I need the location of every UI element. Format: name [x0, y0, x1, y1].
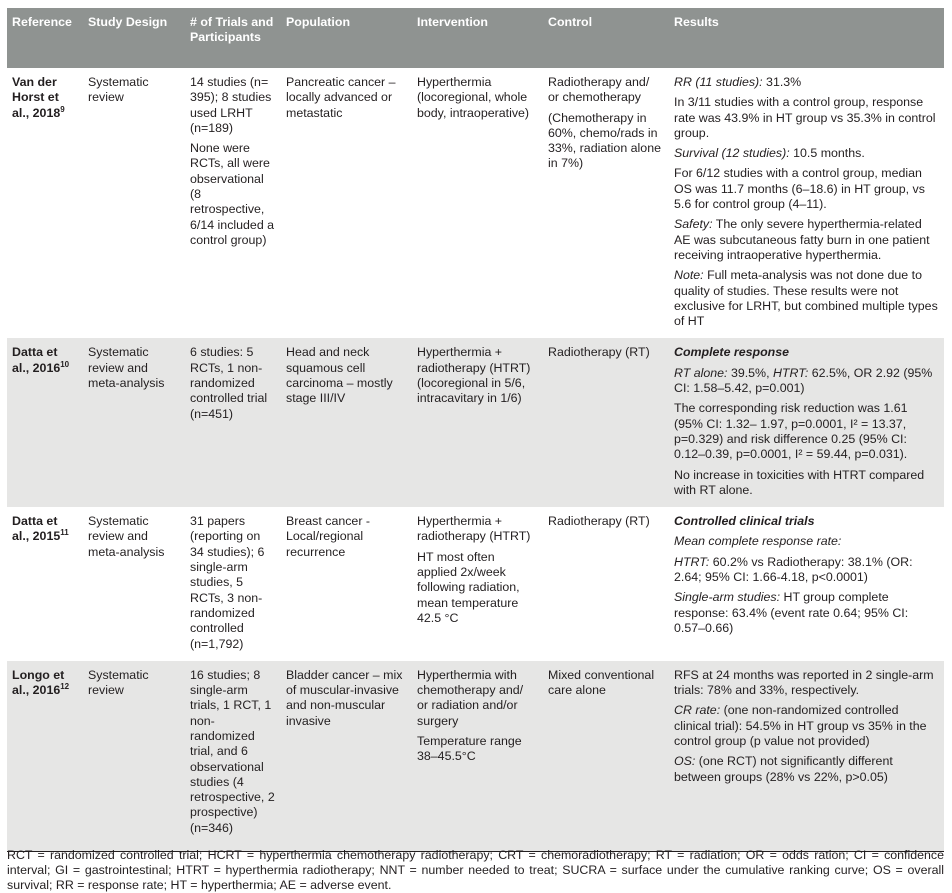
reference-superscript: 9 [60, 104, 65, 114]
result-label: HTRT: [772, 365, 809, 380]
result-item [674, 703, 938, 749]
trials-text: 6 studies: 5 RCTs, 1 non-randomized controlled trial (n=451) [190, 345, 268, 421]
result-label: HTRT: [674, 554, 710, 569]
result-text: 60.2% vs Radiotherapy: 38.1% (OR: 2.64; 95% CI: 1.66-4.18, p<0.0001) [674, 554, 913, 585]
trials-text: None were RCTs, all were observational (8 retrospective, 6/14 included a control group) [190, 141, 275, 247]
result-item [674, 95, 938, 141]
result-text: RFS at 24 months was reported in 2 single-arm trials: 78% and 33%, respectively. [674, 667, 934, 698]
header-trials-participants: # of Trials and Participants [185, 8, 281, 68]
trials-cell [185, 661, 281, 852]
study-design-cell: Systematic review [83, 661, 185, 852]
result-heading [674, 514, 938, 529]
intervention-cell [412, 507, 543, 661]
study-design-cell: Systematic review and meta-analysis [83, 507, 185, 661]
result-label: Note: [674, 268, 704, 283]
result-item [674, 75, 938, 90]
intervention-text: Hyperthermia (locoregional, whole body, intraoperative) [417, 75, 530, 120]
trials-cell [185, 338, 281, 507]
result-text: 31.3% [762, 75, 802, 89]
result-text: Full meta-analysis was not done due to quality of studies. These results were not exclusive for LRHT, but combined multiple types of HT [674, 268, 938, 329]
control-cell [543, 338, 669, 507]
result-text: The corresponding risk reduction was 1.61 (95% CI: 1.32– 1.97, p=0.0001, I² = 13.37, p=0.329) and risk difference 0.25 (95% CI: 0.12–0.39, p=0.0001, I² = 59.44, p=0.031). [674, 401, 908, 462]
result-text: 10.5 months. [789, 146, 865, 161]
result-text: In 3/11 studies with a control group, response rate was 43.9% in HT group vs 35.3% in control group. [674, 95, 936, 140]
result-label: Survival (12 studies): [674, 146, 790, 161]
table-row [7, 338, 944, 507]
trials-text: 14 studies (n= 395); 8 studies used LRHT (n=189) [190, 75, 272, 135]
results-cell [669, 507, 944, 661]
control-text: Mixed conventional care alone [548, 667, 655, 698]
reference-text: Datta et al., 2015 [12, 514, 61, 544]
result-item [674, 217, 938, 263]
result-label: Single-arm studies: [674, 590, 781, 605]
result-text: The only severe hyperthermia-related AE was subcutaneous fatty burn in one patient receiving intraoperative hyperthermia. [674, 217, 930, 262]
intervention-text: Hyperthermia with chemotherapy and/ or radiation and/or surgery [417, 667, 524, 728]
result-label: Safety: [674, 217, 713, 232]
table-footnote: RCT = randomized controlled trial; HCRT = hyperthermia chemotherapy radiotherapy; CRT = chemoradiotherapy; RT = radiation; OR = odds ration; CI = confidence interval; GI = gastrointestinal; HTRT = hyperthermia radiotherapy; NNT = number needed to treat; SUCRA = surface under the cumulative ranking curve; OS = overall survival; RR = response rate; HT = hyperthermia; AE = adverse event. [7, 848, 944, 893]
result-text: (one RCT) not significantly different between groups (28% vs 22%, p>0.05) [674, 754, 893, 784]
control-text: Radiotherapy (RT) [548, 345, 650, 360]
control-text: Radiotherapy (RT) [548, 514, 650, 529]
result-item [674, 268, 938, 329]
population-cell: Pancreatic cancer – locally advanced or metastatic [281, 68, 412, 338]
result-text: 39.5%, [727, 365, 773, 380]
results-cell [669, 68, 944, 338]
population-cell: Bladder cancer – mix of muscular-invasive and non-muscular invasive [281, 661, 412, 852]
reference-text: Longo et al., 2016 [12, 667, 65, 698]
result-item [674, 534, 938, 549]
trials-cell [185, 507, 281, 661]
trials-cell [185, 68, 281, 338]
results-cell [669, 338, 944, 507]
result-label: RT alone: [674, 365, 728, 380]
result-item [674, 166, 938, 212]
trials-text: 16 studies; 8 single-arm trials, 1 RCT, 1 non-randomized trial, and 6 observational studies (4 retrospective, 2 prospective) (n=346) [190, 667, 275, 835]
result-text: 62.5%, OR 2.92 (95% CI: 1.58–5.42, p=0.001) [674, 365, 933, 396]
intervention-text: Hyperthermia + radiotherapy (HTRT) (locoregional in 5/6, intracavitary in 1/6) [417, 345, 531, 406]
table-row [7, 507, 944, 661]
reference-superscript: 10 [60, 359, 70, 369]
study-design-cell: Systematic review [83, 68, 185, 338]
result-heading [674, 345, 938, 360]
header-intervention: Intervention [412, 8, 543, 68]
table-row [7, 661, 944, 852]
reference-cell [7, 68, 83, 338]
population-cell: Breast cancer - Local/regional recurrence [281, 507, 412, 661]
table-row [7, 68, 944, 338]
result-item [674, 468, 938, 499]
result-text: HT group complete response: 63.4% (event rate 0.64; 95% CI: 0.57–0.66) [674, 590, 909, 635]
reference-cell [7, 507, 83, 661]
trials-text: 31 papers (reporting on 34 studies); 6 single-arm studies, 5 RCTs, 3 non-randomized controlled (n=1,792) [190, 514, 265, 651]
intervention-cell [412, 68, 543, 338]
header-study-design: Study Design [83, 8, 185, 68]
intervention-text: Temperature range 38–45.5°C [417, 733, 522, 764]
header-reference: Reference [7, 8, 83, 68]
intervention-cell [412, 338, 543, 507]
intervention-text: HT most often applied 2x/week following radiation, mean temperature 42.5 °C [417, 549, 520, 625]
population-cell: Head and neck squamous cell carcinoma – mostly stage III/IV [281, 338, 412, 507]
result-heading-text: Controlled clinical trials [674, 514, 815, 529]
evidence-table [7, 8, 944, 852]
result-text: No increase in toxicities with HTRT compared with RT alone. [674, 467, 925, 497]
control-cell [543, 68, 669, 338]
result-item [674, 401, 938, 462]
header-control: Control [543, 8, 669, 68]
control-text: Radiotherapy and/ or chemotherapy [548, 75, 650, 105]
reference-superscript: 11 [60, 528, 69, 538]
result-text: For 6/12 studies with a control group, median OS was 11.7 months (6–18.6) in HT group, vs 5.6 for control group (4–11). [674, 166, 925, 212]
control-cell [543, 661, 669, 852]
result-label: OS: [674, 754, 696, 769]
header-results: Results [669, 8, 944, 68]
result-item [674, 146, 938, 161]
intervention-cell [412, 661, 543, 852]
result-item [674, 590, 938, 636]
result-item [674, 668, 938, 699]
reference-text: Van der Horst et al., 2018 [12, 75, 61, 120]
control-cell [543, 507, 669, 661]
table-header-row [7, 8, 944, 68]
reference-cell [7, 338, 83, 507]
results-cell [669, 661, 944, 852]
control-text: (Chemotherapy in 60%, chemo/rads in 33%, radiation alone in 7%) [548, 110, 661, 171]
result-item [674, 366, 938, 397]
reference-cell [7, 661, 83, 852]
study-design-cell: Systematic review and meta-analysis [83, 338, 185, 507]
result-item [674, 555, 938, 586]
result-label: CR rate: [674, 703, 721, 718]
result-heading-text: Complete response [674, 345, 789, 360]
reference-superscript: 12 [60, 681, 70, 691]
reference-text: Datta et al., 2016 [12, 345, 61, 375]
result-label: Mean complete response rate: [674, 534, 842, 549]
header-population: Population [281, 8, 412, 68]
intervention-text: Hyperthermia + radiotherapy (HTRT) [417, 514, 531, 544]
result-item [674, 754, 938, 785]
result-text: (one non-randomized controlled clinical trial): 54.5% in HT group vs 35% in the control group (p value not provided) [674, 703, 927, 748]
result-label: RR (11 studies): [674, 75, 763, 89]
